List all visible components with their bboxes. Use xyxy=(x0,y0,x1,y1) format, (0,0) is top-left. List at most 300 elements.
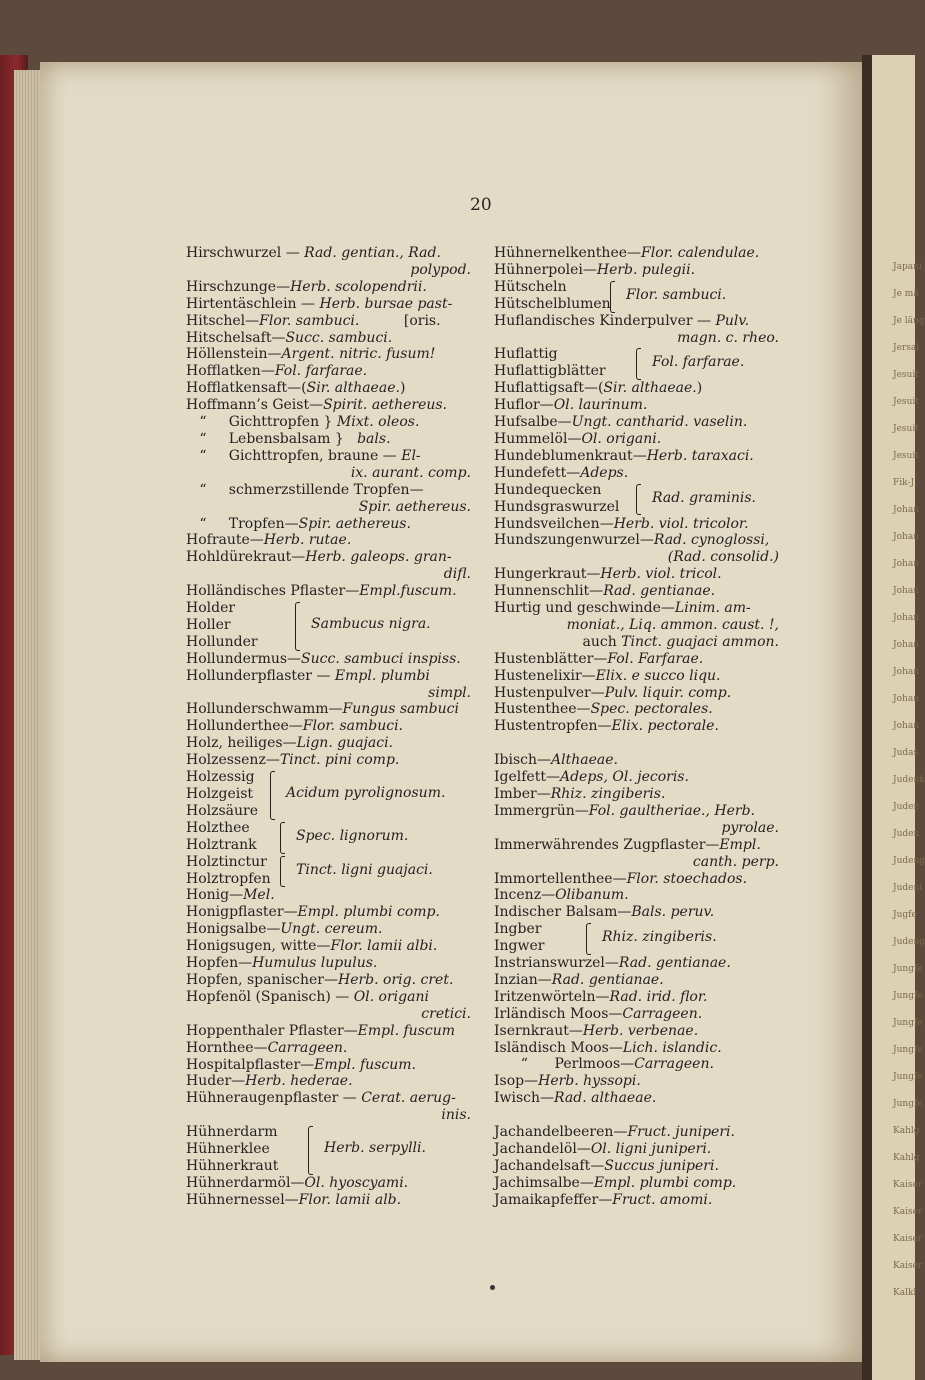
entry-latin: Rad. althaeae. xyxy=(554,1090,657,1107)
ghost-line: Kalkl xyxy=(893,1288,917,1298)
entry-line xyxy=(494,837,779,854)
synonym-term: Hundequecken xyxy=(494,481,602,498)
synonym-group xyxy=(186,600,471,651)
entry-term: Imber— xyxy=(494,785,551,802)
entry-latin: Rhiz. zingiberis. xyxy=(550,785,666,802)
entry-term: Irländisch Moos— xyxy=(494,1005,623,1022)
entry-line xyxy=(186,1023,471,1040)
synonym-term: Holzsäure xyxy=(186,802,259,819)
entry-term: Huder— xyxy=(186,1073,246,1090)
synonym-term: Holztinctur xyxy=(186,853,267,870)
left-column xyxy=(186,245,471,1209)
entry-latin: Fungus sambuci xyxy=(342,701,459,718)
ghost-line: Judeng xyxy=(893,937,925,947)
entry-latin: El- xyxy=(401,447,421,464)
ghost-line: Johan xyxy=(893,640,919,650)
entry-line xyxy=(186,380,471,397)
ghost-line: Jersal xyxy=(893,343,920,353)
entry-latin: Spirit. aethereus. xyxy=(323,397,448,414)
entry-term: Hofflatkensaft—( xyxy=(186,380,307,397)
entry-latin: canth. perp. xyxy=(692,853,779,870)
entry-term: Hühneraugenpflaster — xyxy=(186,1090,362,1107)
entry-term: Honigsalbe— xyxy=(186,921,281,938)
entry-latin: moniat., Liq. ammon. caust. !, xyxy=(566,616,779,633)
entry-line xyxy=(186,938,471,955)
entry-line xyxy=(494,245,779,262)
brace xyxy=(610,281,615,313)
entry-line xyxy=(186,431,471,448)
entry-term: Isernkraut— xyxy=(494,1022,583,1039)
entry-term: Honig— xyxy=(186,887,244,904)
brace xyxy=(280,856,285,888)
entry-latin: pyrolae. xyxy=(721,819,779,836)
ghost-line: Jesuit xyxy=(893,424,919,434)
entry-line xyxy=(186,346,471,363)
entry-term: Höllenstein— xyxy=(186,346,282,363)
brace xyxy=(270,771,275,820)
synonym-term: Hühnerdarm xyxy=(186,1124,278,1141)
entry-term: Hollundermus— xyxy=(186,650,302,667)
synonym-term: Huflattig xyxy=(494,346,558,363)
entry-latin: Succ. sambuci inspiss. xyxy=(301,650,461,667)
entry-latin: Herb. orig. cret. xyxy=(338,971,454,988)
ghost-line: Jesuit xyxy=(893,397,919,407)
entry-term: Jachimsalbe— xyxy=(494,1174,594,1191)
entry-latin: Elix. pectorale. xyxy=(611,718,719,735)
brace xyxy=(636,484,641,516)
entry-line xyxy=(494,617,779,634)
entry-line xyxy=(186,1090,471,1107)
synonym-term: Holzessig xyxy=(186,769,255,786)
entry-line xyxy=(186,397,471,414)
entry-line xyxy=(494,1006,779,1023)
entry-line xyxy=(186,296,471,313)
synonym-term: Ingwer xyxy=(494,938,545,955)
entry-line xyxy=(186,532,471,549)
entry-latin: inis. xyxy=(441,1107,471,1124)
entry-line xyxy=(186,262,471,279)
entry-term: Hopfen, spanischer— xyxy=(186,971,338,988)
ghost-line: Johan xyxy=(893,694,919,704)
entry-line xyxy=(494,465,779,482)
ghost-line: Jungfe xyxy=(893,1072,923,1082)
entry-latin: difl. xyxy=(443,566,471,583)
entry-latin: Olibanum. xyxy=(555,887,629,904)
entry-line xyxy=(494,1090,779,1107)
entry-latin: Argent. nitric. fusum! xyxy=(281,346,436,363)
entry-latin: Elix. e succo liqu. xyxy=(595,667,721,684)
entry-latin: Herb. scolopendrii. xyxy=(290,278,427,295)
ghost-line: Jesuit xyxy=(893,370,919,380)
entry-line xyxy=(494,448,779,465)
entry-latin: Carrageen. xyxy=(622,1005,703,1022)
synonym-term: Hundsgraswurzel xyxy=(494,498,620,515)
entry-latin: Spec. pectorales. xyxy=(590,701,713,718)
page-number: 20 xyxy=(470,195,492,215)
synonym-target: Rhiz. zingiberis. xyxy=(602,929,717,946)
entry-term: Hustenblätter— xyxy=(494,650,608,667)
synonym-group xyxy=(186,1124,471,1175)
entry-latin: Empl. fuscum. xyxy=(314,1056,416,1073)
entry-latin: Althaeae. xyxy=(551,752,618,769)
entry-line xyxy=(494,803,779,820)
entry-term: Hopfen— xyxy=(186,955,253,972)
entry-line xyxy=(186,972,471,989)
entry-term: Huflor— xyxy=(494,397,554,414)
brace xyxy=(586,923,591,955)
entry-latin: Ol. origani. xyxy=(581,430,662,447)
entry-term: “ Gichttropfen } xyxy=(186,414,337,431)
entry-term: Indischer Balsam— xyxy=(494,904,632,921)
entry-latin: Fol. gaultheriae., Herb. xyxy=(588,802,755,819)
entry-latin: Flor. sambuci. xyxy=(259,312,360,329)
ghost-line: Judas xyxy=(893,748,919,758)
ghost-line: Jungfe xyxy=(893,964,923,974)
ghost-line: Juden xyxy=(893,802,920,812)
entry-term: Holländisches Pflaster— xyxy=(186,583,360,600)
ghost-line: Kahlg xyxy=(893,1126,920,1136)
entry-latin: Bals. peruv. xyxy=(631,904,715,921)
entry-latin: Ol. laurinum. xyxy=(553,397,648,414)
entry-latin: Rad. gentianae. xyxy=(618,955,731,972)
entry-term: Hofflatken— xyxy=(186,363,275,380)
entry-line xyxy=(494,1175,779,1192)
synonym-target: Herb. serpylli. xyxy=(324,1140,426,1157)
entry-line xyxy=(494,330,779,347)
entry-latin: Pulv. xyxy=(715,312,750,329)
entry-term: Immergrün— xyxy=(494,802,589,819)
ghost-line: Judeng xyxy=(893,856,925,866)
entry-latin: Herb. taraxaci. xyxy=(646,447,754,464)
entry-term: Holz, heiliges— xyxy=(186,735,297,752)
entry-line xyxy=(494,313,779,330)
entry-line xyxy=(186,752,471,769)
synonym-term: Ingber xyxy=(494,921,542,938)
entry-term: Hungerkraut— xyxy=(494,566,601,583)
synonym-target: Spec. lignorum. xyxy=(296,827,409,844)
entry-term: Hühnerdarmöl— xyxy=(186,1174,305,1191)
entry-term: Honigpflaster— xyxy=(186,904,298,921)
entry-latin: Flor. stoechados. xyxy=(626,870,748,887)
entry-line xyxy=(494,262,779,279)
entry-line xyxy=(494,583,779,600)
ghost-line: Je läng xyxy=(893,316,925,326)
entry-term: Isop— xyxy=(494,1073,539,1090)
synonym-group xyxy=(494,482,779,516)
entry-term: Ibisch— xyxy=(494,752,552,769)
entry-line xyxy=(494,887,779,904)
entry-term: Hoppenthaler Pflaster— xyxy=(186,1022,358,1039)
entry-line xyxy=(494,752,779,769)
ghost-line: Jungfe xyxy=(893,1099,923,1109)
entry-term: Hundeblumenkraut— xyxy=(494,447,647,464)
entry-term: Inzian— xyxy=(494,971,552,988)
entry-line xyxy=(186,363,471,380)
entry-line xyxy=(494,904,779,921)
ghost-line: Jungfe xyxy=(893,1045,923,1055)
entry-term: Hohldürekraut— xyxy=(186,549,306,566)
entry-term: Jamaikapfeffer— xyxy=(494,1191,613,1208)
ghost-line: Japani xyxy=(893,262,922,272)
entry-line xyxy=(494,1056,779,1073)
entry-line xyxy=(186,549,471,566)
synonym-target: Fol. farfarae. xyxy=(652,354,745,371)
entry-line xyxy=(494,1158,779,1175)
entry-line xyxy=(494,516,779,533)
entry-line xyxy=(494,566,779,583)
entry-term: Jachandelsaft— xyxy=(494,1157,605,1174)
entry-latin: Lich. islandic. xyxy=(622,1039,722,1056)
entry-term: Hühnernessel— xyxy=(186,1191,299,1208)
ghost-line: Johan xyxy=(893,505,919,515)
entry-term: Iritzenwörteln— xyxy=(494,988,610,1005)
entry-latin: Fruct. juniperi. xyxy=(627,1124,735,1141)
entry-latin: Herb. rutae. xyxy=(263,532,352,549)
entry-term: Hofraute— xyxy=(186,532,264,549)
synonym-term: Hühnerkraut xyxy=(186,1157,279,1174)
synonym-term: Hollunder xyxy=(186,633,258,650)
entry-latin: Herb. pulegii. xyxy=(596,261,696,278)
entry-latin: Succus juniperi. xyxy=(604,1157,719,1174)
ghost-line: Kahlg xyxy=(893,1153,920,1163)
entry-latin: simpl. xyxy=(428,684,471,701)
entry-line xyxy=(186,955,471,972)
entry-term: Iwisch— xyxy=(494,1090,555,1107)
entry-line xyxy=(186,1006,471,1023)
entry-line xyxy=(494,600,779,617)
entry-latin: Lign. guajaci. xyxy=(296,735,393,752)
entry-term: Hitschelsaft— xyxy=(186,329,286,346)
entry-line xyxy=(494,718,779,735)
entry-term: Hustenpulver— xyxy=(494,684,605,701)
entry-line xyxy=(494,871,779,888)
entry-term: “ Tropfen— xyxy=(186,515,299,532)
entry-latin: ix. aurant. comp. xyxy=(350,464,471,481)
entry-latin: Spir. aethereus. xyxy=(358,498,471,515)
ghost-line: Johan xyxy=(893,559,919,569)
entry-term: “ schmerzstillende Tropfen— xyxy=(186,481,424,498)
entry-latin: Fruct. amomi. xyxy=(612,1191,713,1208)
entry-term: Immortellenthee— xyxy=(494,870,627,887)
entry-latin: Ungt. cereum. xyxy=(280,921,383,938)
brace xyxy=(295,602,300,651)
entry-term: Instrianswurzel— xyxy=(494,955,619,972)
entry-line xyxy=(186,718,471,735)
synonym-term: Hütscheln xyxy=(494,278,567,295)
synonym-term: Holder xyxy=(186,600,236,617)
entry-term: Hunnenschlit— xyxy=(494,583,604,600)
entry-suffix: [oris. xyxy=(359,312,441,329)
entry-latin: Empl. xyxy=(719,836,761,853)
entry-line xyxy=(494,1023,779,1040)
ghost-line: Johan xyxy=(893,667,919,677)
entry-term: Hirschzunge— xyxy=(186,278,291,295)
entry-line xyxy=(186,330,471,347)
ghost-line: Kaiser xyxy=(893,1207,923,1217)
entry-latin: Fol. farfarae. xyxy=(274,363,368,380)
entry-suffix: ) xyxy=(399,380,406,397)
entry-term: Jachandelöl— xyxy=(494,1141,591,1157)
entry-latin: Adeps. xyxy=(580,464,629,481)
entry-latin: Herb. hyssopi. xyxy=(538,1073,641,1090)
entry-latin: Fol. Farfarae. xyxy=(607,650,704,667)
entry-latin: Herb. galeops. gran- xyxy=(305,549,452,566)
entry-latin: (Rad. consolid.) xyxy=(667,549,779,566)
page-mark xyxy=(490,1285,495,1290)
entry-line xyxy=(186,887,471,904)
entry-latin: Ol. ligni juniperi. xyxy=(590,1141,712,1157)
entry-latin: Herb. viol. tricol. xyxy=(600,566,722,583)
entry-line xyxy=(494,769,779,786)
entry-latin: Ol. origani xyxy=(353,988,429,1005)
entry-latin: Herb. viol. tricolor. xyxy=(613,515,749,532)
entry-line xyxy=(186,735,471,752)
entry-line xyxy=(494,380,779,397)
entry-line xyxy=(186,1040,471,1057)
entry-latin: Empl.fuscum. xyxy=(359,583,457,600)
entry-latin: Flor. lamii alb. xyxy=(298,1191,402,1208)
entry-latin: Rad. gentian., Rad. xyxy=(304,245,441,261)
ghost-line: Jungfe xyxy=(893,1018,923,1028)
entry-term: Hühnerpolei— xyxy=(494,261,597,278)
entry-term: “ Perlmoos— xyxy=(494,1056,635,1073)
ghost-line: Johan xyxy=(893,586,919,596)
entry-suffix: ) xyxy=(696,380,703,397)
synonym-term: Holzgeist xyxy=(186,786,254,802)
entry-line xyxy=(186,313,471,330)
entry-latin: Empl. plumbi xyxy=(334,667,430,684)
entry-line xyxy=(494,1073,779,1090)
entry-latin: Mel. xyxy=(243,887,275,904)
entry-line xyxy=(494,989,779,1006)
entry-term: Hustenthee— xyxy=(494,701,591,718)
entry-line xyxy=(186,668,471,685)
entry-latin: Sir. althaeae. xyxy=(306,380,400,397)
entry-line xyxy=(186,1073,471,1090)
entry-term: Hundszungenwurzel— xyxy=(494,532,654,549)
entry-line xyxy=(494,431,779,448)
entry-latin: Rad. irid. flor. xyxy=(609,988,708,1005)
synonym-target: Tinct. ligni guajaci. xyxy=(296,861,433,878)
entry-line xyxy=(186,1192,471,1209)
entry-latin: bals. xyxy=(357,430,391,447)
entry-line xyxy=(494,701,779,718)
entry-latin: Spir. aethereus. xyxy=(298,515,411,532)
entry-latin: Flor. sambuci. xyxy=(302,718,404,735)
ghost-line: Jesuit xyxy=(893,451,919,461)
entry-latin: Herb. hederae. xyxy=(245,1073,353,1090)
entry-term: Immerwährendes Zugpflaster— xyxy=(494,836,720,853)
entry-latin: Herb. verbenae. xyxy=(582,1022,699,1039)
entry-line xyxy=(186,1175,471,1192)
entry-latin: Humulus lupulus. xyxy=(252,955,378,972)
entry-line xyxy=(186,279,471,296)
entry-term: Hollunderthee— xyxy=(186,718,303,735)
entry-term: Hirtentäschlein — xyxy=(186,295,320,312)
entry-latin: Flor. calendulae. xyxy=(641,245,760,261)
synonym-term: Holztropfen xyxy=(186,870,271,887)
entry-term: “ Lebensbalsam } xyxy=(186,430,358,447)
entry-term: Jachandelbeeren— xyxy=(494,1124,628,1141)
entry-term: Hühnernelkenthee— xyxy=(494,245,642,261)
entry-line xyxy=(494,786,779,803)
synonym-target: Flor. sambuci. xyxy=(626,286,727,303)
synonym-term: Holztrank xyxy=(186,836,257,853)
entry-term: Hitschel— xyxy=(186,312,260,329)
brace xyxy=(280,822,285,854)
entry-term: Igelfett— xyxy=(494,769,560,786)
entry-latin: Adeps, Ol. jecoris. xyxy=(559,769,689,786)
entry-term: Hurtig und geschwinde— xyxy=(494,600,675,617)
entry-line xyxy=(186,904,471,921)
entry-term: Hufsalbe— xyxy=(494,414,572,431)
right-column xyxy=(494,245,779,1209)
entry-line xyxy=(494,1141,779,1158)
entry-latin: Linim. am- xyxy=(674,600,751,617)
entry-line xyxy=(494,1192,779,1209)
entry-latin: Carrageen. xyxy=(634,1056,714,1073)
synonym-group xyxy=(494,921,779,955)
entry-line xyxy=(186,651,471,668)
entry-line xyxy=(186,414,471,431)
entry-latin: Tinct. pini comp. xyxy=(279,752,400,769)
synonym-group xyxy=(186,820,471,854)
ghost-line: Fik-J xyxy=(893,478,915,488)
ghost-line: Jungfe xyxy=(893,991,923,1001)
entry-term: Hornthee— xyxy=(186,1039,268,1056)
synonym-group xyxy=(186,769,471,820)
entry-latin: polypod. xyxy=(410,261,471,278)
entry-term: Hoffmann’s Geist— xyxy=(186,397,324,414)
entry-line xyxy=(186,566,471,583)
entry-latin: Succ. sambuci. xyxy=(285,329,393,346)
ghost-line: Judenk xyxy=(893,775,925,785)
entry-term: Hundefett— xyxy=(494,464,581,481)
synonym-group xyxy=(186,854,471,888)
entry-latin: Empl. plumbi comp. xyxy=(297,904,440,921)
ghost-line: Jugfe xyxy=(893,910,917,920)
entry-latin: Rad. gentianae. xyxy=(551,971,664,988)
synonym-term: Holler xyxy=(186,616,231,633)
entry-line xyxy=(186,448,471,465)
entry-term: Hundsveilchen— xyxy=(494,515,614,532)
entry-term: auch xyxy=(582,633,622,650)
synonym-target: Acidum pyrolignosum. xyxy=(286,785,446,802)
entry-latin: cretici. xyxy=(421,1005,471,1022)
brace xyxy=(308,1126,313,1175)
entry-term: Honigsugen, witte— xyxy=(186,938,331,955)
entry-line xyxy=(186,245,471,262)
entry-line xyxy=(186,989,471,1006)
entry-line xyxy=(186,465,471,482)
entry-line xyxy=(186,583,471,600)
entry-term: “ Gichttropfen, braune — xyxy=(186,447,402,464)
entry-line xyxy=(186,685,471,702)
entry-line xyxy=(494,549,779,566)
entry-line xyxy=(494,972,779,989)
entry-line xyxy=(186,482,471,499)
entry-latin: Ungt. cantharid. vaselin. xyxy=(571,414,748,431)
entry-term: Incenz— xyxy=(494,887,556,904)
entry-line xyxy=(494,634,779,651)
entry-line xyxy=(494,1124,779,1141)
entry-line xyxy=(186,1107,471,1124)
entry-line xyxy=(494,820,779,837)
entry-latin: Rad. cynoglossi, xyxy=(653,532,770,549)
entry-term: Hustentropfen— xyxy=(494,718,612,735)
entry-latin: Sir. althaeae. xyxy=(603,380,697,397)
entry-latin: Ol. hyoscyami. xyxy=(304,1174,409,1191)
